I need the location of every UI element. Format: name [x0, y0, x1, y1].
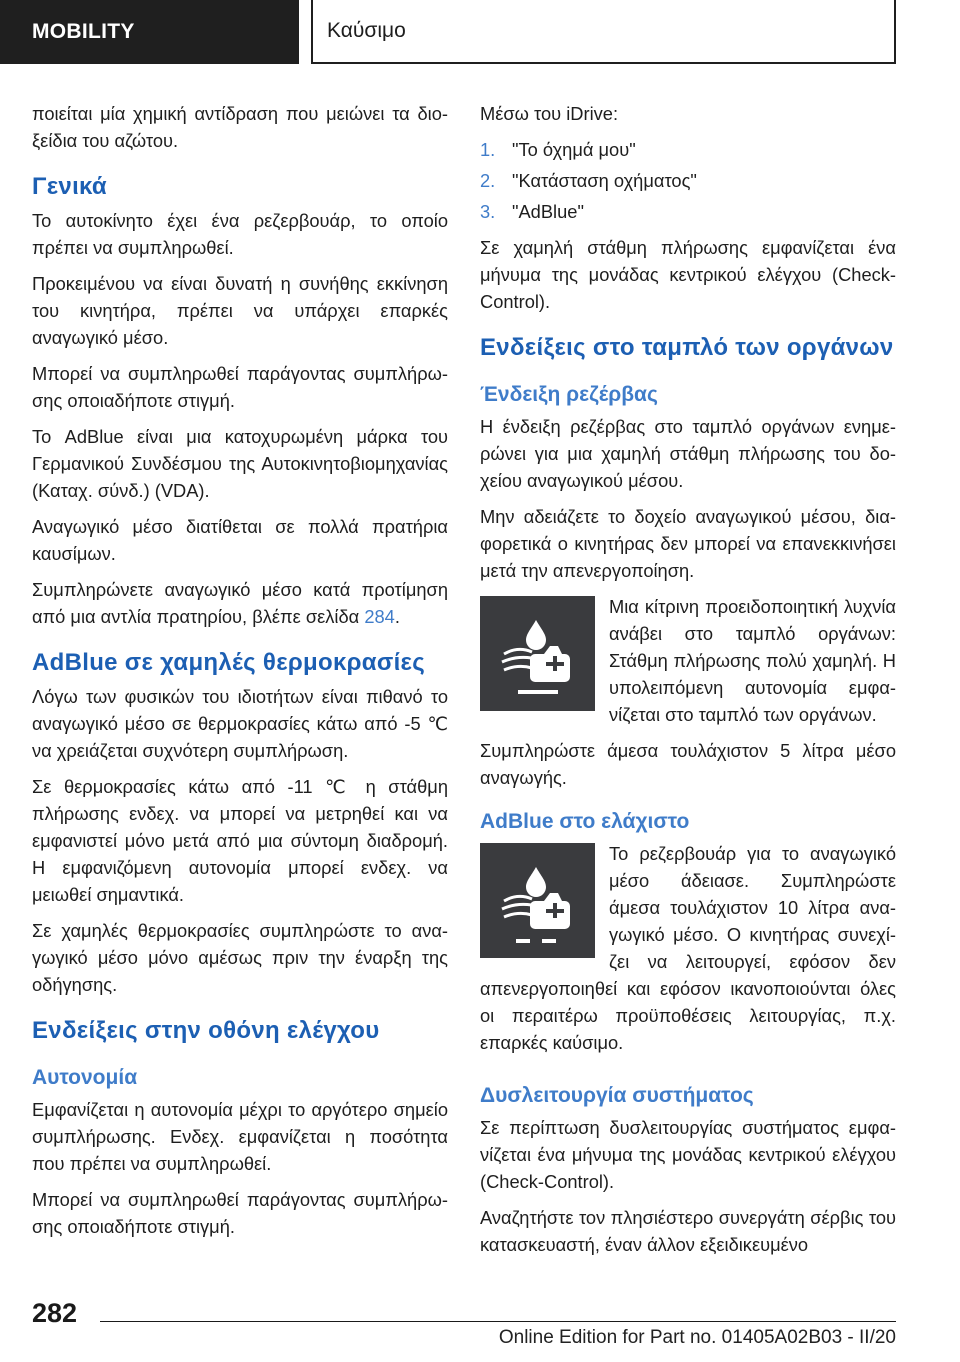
step-text: "AdBlue": [512, 201, 584, 222]
paragraph: Προκειμένου να είναι δυνατή η συνήθης εκκίνηση του κινητήρα, πρέπει να υπάρχει επαρκές αναγωγικό μέσο.: [32, 273, 448, 348]
list-item: [480, 167, 896, 194]
subheading-minimum: AdBlue στο ελάχιστο: [480, 810, 690, 833]
heading-instrument-panel: Ενδείξεις στο ταμπλό των οργάνων: [480, 334, 894, 361]
list-item: [480, 198, 896, 225]
reserve-warning-block: [480, 593, 896, 737]
step-text: "Κατάσταση οχήματος": [512, 170, 697, 191]
list-item: [480, 136, 896, 163]
paragraph: Σε χαμηλή στάθμη πλήρωσης εμφανίζεται ένα μήνυμα της μονάδας κεντρικού ελέγχου (Check-Control).: [480, 237, 896, 312]
paragraph: Μέσω του iDrive:: [480, 103, 619, 124]
paragraph: Σε περίπτωση δυσλειτουργίας συστήματος εμφανίζεται ένα μήνυμα της μονάδας κεντρικού ελέγχου (Check-Control).: [480, 1117, 896, 1192]
paragraph: Αναζητήστε τον πλησιέστερο συνεργάτη σέρβις του κατασκευαστή, έναν άλλον εξειδικευμένο: [480, 1207, 896, 1255]
heading-control-display: Ενδείξεις στην οθόνη ελέγχου: [32, 1017, 380, 1044]
step-number: 3.: [480, 201, 496, 222]
page-link[interactable]: 284: [364, 606, 395, 627]
adblue-empty-icon: [480, 843, 595, 958]
adblue-warning-icon: [480, 596, 595, 711]
paragraph: Αναγωγικό μέσο διατίθεται σε πολλά πρατήρια καυσίμων.: [32, 516, 448, 564]
left-column: [32, 100, 448, 1249]
subheading-reserve: Ένδειξη ρεζέρβας: [480, 383, 658, 406]
paragraph: Σε χαμηλές θερμοκρασίες συμπληρώστε το αναγωγικό μέσο μόνο αμέσως πριν την έναρξη της οδήγησης.: [32, 920, 448, 995]
edition-text: Online Edition for Part no. 01405A02B03 - II/20: [498, 1327, 896, 1348]
period: .: [394, 606, 400, 627]
step-number: 2.: [480, 170, 496, 191]
paragraph: Σε θερμοκρασίες κάτω από -11 ℃ η στάθμη πλήρωσης ενδεχ. να μπορεί να μετρηθεί και να εμφανιστεί μόνο μετά από μια σύντομη διαδρομή. Η εμφανιζόμενη αυτονομία μπορεί ενδεχ. να μειωθεί σημαντικά.: [32, 776, 448, 905]
heading-cold-temperatures: AdBlue σε χαμηλές θερμοκρασίες: [32, 649, 426, 676]
footer-rule: [100, 1321, 896, 1322]
subheading-system-fault: Δυσλειτουργία συστήματος: [480, 1084, 754, 1107]
paragraph: Μην αδειάζετε το δοχείο αναγωγικού μέσου, διαφορετικά ο κινητήρας δεν μπορεί να επανεκκινήσει μετά την απενεργοποίηση.: [480, 506, 896, 581]
paragraph: Μπορεί να συμπληρωθεί παράγοντας συμπλήρωσης οποιαδήποτε στιγμή.: [32, 1189, 448, 1237]
paragraph: Μπορεί να συμπληρωθεί παράγοντας συμπλήρωσης οποιαδήποτε στιγμή.: [32, 363, 448, 411]
heading-general: Γενικά: [32, 173, 107, 200]
paragraph: [32, 576, 448, 630]
step-number: 1.: [480, 139, 496, 160]
paragraph: Η ένδειξη ρεζέρβας στο ταμπλό οργάνων ενημερώνει για μια χαμηλή στάθμη πλήρωσης του δοχείου αναγωγικού μέσου.: [480, 416, 896, 491]
paragraph-text: Συμπληρώνετε αναγωγικό μέσο κατά προτίμηση από μια αντλία πρατηρίου, βλέπε σελίδα: [32, 579, 448, 627]
subheading-range: Αυτονομία: [32, 1066, 138, 1089]
intro-paragraph: ποιείται μία χημική αντίδραση που μειώνει τα διοξείδια του αζώτου.: [32, 103, 448, 151]
paragraph: Λόγω των φυσικών του ιδιοτήτων είναι πιθανό το αναγωγικό μέσο σε θερμοκρασίες κάτω από -5 ℃ να χρειάζεται συχνότερη συμπλήρωση.: [32, 686, 448, 761]
icon-description: Το ρεζερβουάρ για το αναγωγικό μέσο άδειασε. Συμπληρώστε άμεσα τουλάχιστον 10 λίτρα αναγωγικό μέσο. Ο κινητήρας συνεχίζει να λειτουργεί, εφόσον δεν απενεργοποιηθεί και εφόσον ικανοποιούνται όλες οι περαιτέρω προϋποθέσεις λειτουργίας, π.χ. επαρκές καύσιμο.: [480, 843, 896, 1053]
paragraph: Συμπληρώστε άμεσα τουλάχιστον 5 λίτρα μέσο αναγωγής.: [480, 740, 896, 788]
page-number: 282: [32, 1298, 78, 1328]
paragraph: Το αυτοκίνητο έχει ένα ρεζερβουάρ, το οποίο πρέπει να συμπληρωθεί.: [32, 210, 448, 258]
right-column: [480, 100, 896, 1267]
step-text: "Το όχημά μου": [512, 139, 636, 160]
paragraph: Το AdBlue είναι μια κατοχυρωμένη μάρκα του Γερμανικού Συνδέσμου της Αυτοκινητοβιομηχανίας (Καταχ. σύνδ.) (VDA).: [32, 426, 448, 501]
idrive-steps: [480, 136, 896, 225]
empty-warning-block: [480, 840, 896, 1065]
icon-description: Μια κίτρινη προειδοποιητική λυχνία ανάβει στο ταμπλό οργάνων: Στάθμη πλήρωσης πολύ χαμηλή. Η υπολειπόμενη αυτονομία εμφανίζεται στο ταμπλό των οργάνων.: [609, 596, 896, 725]
chapter-title: Καύσιμο: [311, 0, 896, 64]
paragraph: Εμφανίζεται η αυτονομία μέχρι το αργότερο σημείο συμπλήρωσης. Ενδεχ. εμφανίζεται η ποσότητα που πρέπει να συμπληρωθεί.: [32, 1099, 448, 1174]
section-tab: MOBILITY: [0, 0, 299, 64]
